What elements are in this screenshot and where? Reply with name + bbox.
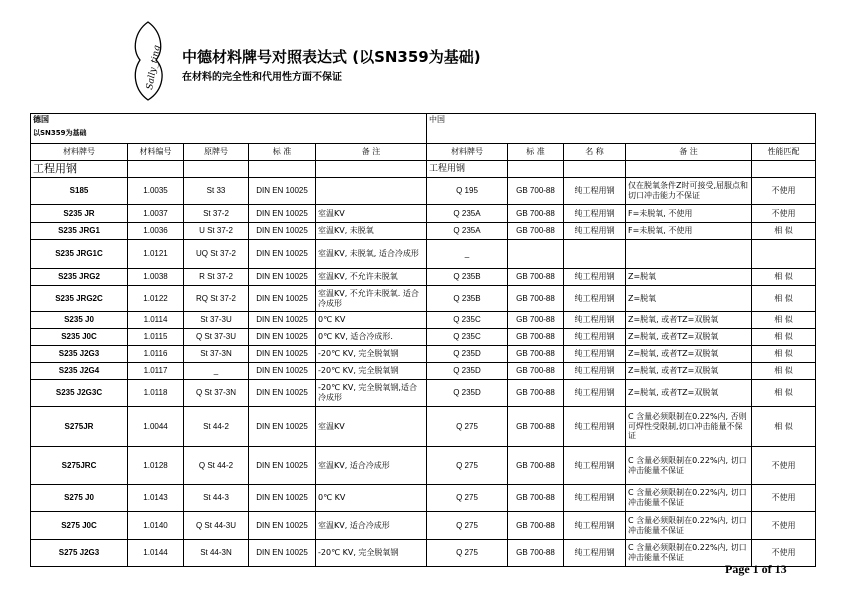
remark-de: 室温KV, 适合冷成形 xyxy=(316,447,427,485)
performance-match: 不使用 xyxy=(752,178,816,205)
performance-match: 相 似 xyxy=(752,223,816,240)
old-grade: RQ St 37-2 xyxy=(184,286,249,312)
remark-cn: Z=脱氧, 或者TZ=双脱氧 xyxy=(626,312,752,329)
material-grade-de: S275JRC xyxy=(31,447,128,485)
performance-match: 不使用 xyxy=(752,485,816,512)
remark-de: 室温KV xyxy=(316,205,427,223)
remark-cn: C 含量必须限制在0.22%内, 切口冲击能量不保证 xyxy=(626,447,752,485)
material-number: 1.0144 xyxy=(128,540,184,567)
material-grade-cn: Q 235D xyxy=(427,363,508,380)
material-name-cn: 纯工程用钢 xyxy=(564,178,626,205)
material-grade-de: S275 J0C xyxy=(31,512,128,540)
old-grade: UQ St 37-2 xyxy=(184,240,249,269)
material-name-cn: 纯工程用钢 xyxy=(564,329,626,346)
material-grade-de: S275JR xyxy=(31,407,128,447)
standard-cn: GB 700-88 xyxy=(508,205,564,223)
standard-cn: GB 700-88 xyxy=(508,407,564,447)
material-number: 1.0143 xyxy=(128,485,184,512)
germany-cell xyxy=(31,114,427,144)
table-row xyxy=(31,240,816,269)
material-grade-cn: Q 235D xyxy=(427,346,508,363)
material-grade-de: S235 J2G3C xyxy=(31,380,128,407)
material-name-cn: 纯工程用钢 xyxy=(564,407,626,447)
material-number: 1.0036 xyxy=(128,223,184,240)
standard-de: DIN EN 10025 xyxy=(249,346,316,363)
material-grade-cn: Q 275 xyxy=(427,407,508,447)
performance-match: 相 似 xyxy=(752,380,816,407)
standard-de: DIN EN 10025 xyxy=(249,485,316,512)
table-row xyxy=(31,312,816,329)
remark-de: 0℃ KV, 适合冷成形. xyxy=(316,329,427,346)
material-number: 1.0140 xyxy=(128,512,184,540)
old-grade: St 37-3N xyxy=(184,346,249,363)
standard-cn: GB 700-88 xyxy=(508,512,564,540)
table-row xyxy=(31,346,816,363)
remark-de: 0℃ KV xyxy=(316,485,427,512)
material-name-cn: 纯工程用钢 xyxy=(564,447,626,485)
material-grade-de: S235 J2G3 xyxy=(31,346,128,363)
table-row xyxy=(31,329,816,346)
material-grade-cn: Q 235B xyxy=(427,286,508,312)
material-name-cn: 纯工程用钢 xyxy=(564,223,626,240)
material-number: 1.0037 xyxy=(128,205,184,223)
section-label-cn: 工程用钢 xyxy=(427,161,508,178)
old-grade: Q St 37-3N xyxy=(184,380,249,407)
performance-match xyxy=(752,240,816,269)
remark-cn: F=未脱氧, 不使用 xyxy=(626,205,752,223)
standard-cn: GB 700-88 xyxy=(508,346,564,363)
china-label: 中国 xyxy=(427,114,816,144)
material-number: 1.0044 xyxy=(128,407,184,447)
remark-de: 室温KV, 未脱氧, 适合冷成形 xyxy=(316,240,427,269)
standard-de: DIN EN 10025 xyxy=(249,447,316,485)
standard-de: DIN EN 10025 xyxy=(249,380,316,407)
col-header: 材料牌号 xyxy=(427,144,508,161)
standard-cn: GB 700-88 xyxy=(508,286,564,312)
performance-match: 相 似 xyxy=(752,269,816,286)
remark-cn: C 含量必须限制在0.22%内, 切口冲击能量不保证 xyxy=(626,485,752,512)
material-name-cn: 纯工程用钢 xyxy=(564,312,626,329)
standard-cn: GB 700-88 xyxy=(508,363,564,380)
material-grade-cn: Q 235C xyxy=(427,312,508,329)
material-name-cn: 纯工程用钢 xyxy=(564,269,626,286)
performance-match: 不使用 xyxy=(752,540,816,567)
table-row xyxy=(31,447,816,485)
remark-de: 室温KV xyxy=(316,407,427,447)
table-row xyxy=(31,178,816,205)
material-name-cn: 纯工程用钢 xyxy=(564,540,626,567)
material-grade-cn: Q 235C xyxy=(427,329,508,346)
logo-text: Sally_ting xyxy=(145,44,163,91)
standard-de: DIN EN 10025 xyxy=(249,540,316,567)
performance-match: 不使用 xyxy=(752,512,816,540)
material-grade-cn: Q 275 xyxy=(427,447,508,485)
remark-de: -20℃ KV, 完全脱氧钢 xyxy=(316,363,427,380)
col-header: 备 注 xyxy=(626,144,752,161)
material-number: 1.0116 xyxy=(128,346,184,363)
performance-match: 不使用 xyxy=(752,205,816,223)
table-row xyxy=(31,485,816,512)
col-header: 原牌号 xyxy=(184,144,249,161)
material-grade-cn: _ xyxy=(427,240,508,269)
remark-de: 0℃ KV xyxy=(316,312,427,329)
material-number: 1.0128 xyxy=(128,447,184,485)
old-grade: St 44-3 xyxy=(184,485,249,512)
standard-cn: GB 700-88 xyxy=(508,223,564,240)
remark-cn: F=未脱氧, 不使用 xyxy=(626,223,752,240)
old-grade: R St 37-2 xyxy=(184,269,249,286)
standard-de: DIN EN 10025 xyxy=(249,312,316,329)
remark-de: 室温KV, 不允许未脱氧. 适合冷成形 xyxy=(316,286,427,312)
material-grade-cn: Q 275 xyxy=(427,485,508,512)
material-number: 1.0118 xyxy=(128,380,184,407)
material-grade-cn: Q 235A xyxy=(427,205,508,223)
remark-de: 室温KV, 适合冷成形 xyxy=(316,512,427,540)
material-grade-de: S235 J0 xyxy=(31,312,128,329)
standard-de: DIN EN 10025 xyxy=(249,223,316,240)
old-grade: _ xyxy=(184,363,249,380)
page-number: Page 1 of 13 xyxy=(725,562,787,576)
column-header-row xyxy=(31,144,816,161)
material-grade-de: S235 JR xyxy=(31,205,128,223)
standard-cn: GB 700-88 xyxy=(508,178,564,205)
standard-de: DIN EN 10025 xyxy=(249,329,316,346)
standard-cn: GB 700-88 xyxy=(508,312,564,329)
remark-cn: C 含量必须限制在0.22%内, 切口冲击能量不保证 xyxy=(626,540,752,567)
remark-cn: Z=脱氧, 或者TZ=双脱氧 xyxy=(626,380,752,407)
performance-match: 相 似 xyxy=(752,312,816,329)
page-subtitle: 在材料的完全性和代用性方面不保证 xyxy=(182,72,342,83)
table-row xyxy=(31,205,816,223)
remark-de: -20℃ KV, 完全脱氧钢 xyxy=(316,346,427,363)
table-row xyxy=(31,286,816,312)
old-grade: St 33 xyxy=(184,178,249,205)
table-row xyxy=(31,269,816,286)
performance-match: 不使用 xyxy=(752,447,816,485)
material-name-cn: 纯工程用钢 xyxy=(564,346,626,363)
material-grade-cn: Q 195 xyxy=(427,178,508,205)
col-header: 标 准 xyxy=(508,144,564,161)
col-header: 性能匹配 xyxy=(752,144,816,161)
material-number: 1.0122 xyxy=(128,286,184,312)
old-grade: St 37-3U xyxy=(184,312,249,329)
table-row xyxy=(31,363,816,380)
material-number: 1.0117 xyxy=(128,363,184,380)
remark-de: 室温KV, 不允许未脱氧 xyxy=(316,269,427,286)
material-name-cn: 纯工程用钢 xyxy=(564,205,626,223)
standard-de: DIN EN 10025 xyxy=(249,407,316,447)
material-number: 1.0114 xyxy=(128,312,184,329)
material-grade-de: S235 JRG2 xyxy=(31,269,128,286)
col-header: 名 称 xyxy=(564,144,626,161)
standard-de: DIN EN 10025 xyxy=(249,363,316,380)
old-grade: St 37-2 xyxy=(184,205,249,223)
table-row xyxy=(31,540,816,567)
performance-match: 相 似 xyxy=(752,363,816,380)
material-grade-cn: Q 275 xyxy=(427,512,508,540)
country-row xyxy=(31,114,816,144)
material-grade-de: S235 JRG1 xyxy=(31,223,128,240)
table-row xyxy=(31,512,816,540)
standard-de: DIN EN 10025 xyxy=(249,205,316,223)
material-name-cn xyxy=(564,240,626,269)
remark-cn: C 含量必须限制在0.22%内, 切口冲击能量不保证 xyxy=(626,512,752,540)
material-grade-cn: Q 275 xyxy=(427,540,508,567)
material-name-cn: 纯工程用钢 xyxy=(564,485,626,512)
col-header: 材料编号 xyxy=(128,144,184,161)
performance-match: 相 似 xyxy=(752,329,816,346)
remark-cn xyxy=(626,240,752,269)
standard-cn xyxy=(508,240,564,269)
old-grade: St 44-3N xyxy=(184,540,249,567)
table-row xyxy=(31,380,816,407)
material-number: 1.0035 xyxy=(128,178,184,205)
sally-ting-logo xyxy=(128,20,168,102)
material-number: 1.0121 xyxy=(128,240,184,269)
material-grade-de: S275 J2G3 xyxy=(31,540,128,567)
standard-de: DIN EN 10025 xyxy=(249,240,316,269)
material-name-cn: 纯工程用钢 xyxy=(564,380,626,407)
remark-cn: Z=脱氧 xyxy=(626,286,752,312)
table-row xyxy=(31,407,816,447)
standard-cn: GB 700-88 xyxy=(508,269,564,286)
col-header: 标 准 xyxy=(249,144,316,161)
remark-cn: Z=脱氧, 或者TZ=双脱氧 xyxy=(626,346,752,363)
material-grade-de: S235 JRG2C xyxy=(31,286,128,312)
standard-cn: GB 700-88 xyxy=(508,540,564,567)
germany-label: 德国 xyxy=(33,115,49,124)
table-row xyxy=(31,223,816,240)
standard-cn: GB 700-88 xyxy=(508,329,564,346)
performance-match: 相 似 xyxy=(752,286,816,312)
old-grade: U St 37-2 xyxy=(184,223,249,240)
old-grade: Q St 44-3U xyxy=(184,512,249,540)
material-name-cn: 纯工程用钢 xyxy=(564,286,626,312)
material-comparison-table xyxy=(30,113,816,567)
germany-sub-label: 以SN359为基础 xyxy=(33,128,87,137)
col-header: 备 注 xyxy=(316,144,427,161)
remark-cn: Z=脱氧 xyxy=(626,269,752,286)
remark-cn: 仅在脱氧条件Z时可接受,屈服点和切口冲击能力不保证 xyxy=(626,178,752,205)
material-grade-cn: Q 235A xyxy=(427,223,508,240)
material-grade-cn: Q 235B xyxy=(427,269,508,286)
material-grade-de: S235 J0C xyxy=(31,329,128,346)
material-grade-de: S235 JRG1C xyxy=(31,240,128,269)
material-number: 1.0115 xyxy=(128,329,184,346)
remark-de xyxy=(316,178,427,205)
old-grade: St 44-2 xyxy=(184,407,249,447)
material-grade-de: S185 xyxy=(31,178,128,205)
performance-match: 相 似 xyxy=(752,346,816,363)
col-header: 材料牌号 xyxy=(31,144,128,161)
material-grade-cn: Q 235D xyxy=(427,380,508,407)
material-number: 1.0038 xyxy=(128,269,184,286)
remark-de: -20℃ KV, 完全脱氧钢 xyxy=(316,540,427,567)
standard-de: DIN EN 10025 xyxy=(249,512,316,540)
material-grade-de: S235 J2G4 xyxy=(31,363,128,380)
standard-cn: GB 700-88 xyxy=(508,447,564,485)
remark-de: -20℃ KV, 完全脱氧钢,适合冷成形 xyxy=(316,380,427,407)
page-title: 中德材料牌号对照表达式 (以SN359为基础) xyxy=(182,48,481,66)
material-name-cn: 纯工程用钢 xyxy=(564,512,626,540)
remark-cn: Z=脱氧, 或者TZ=双脱氧 xyxy=(626,363,752,380)
standard-de: DIN EN 10025 xyxy=(249,269,316,286)
remark-de: 室温KV, 未脱氧 xyxy=(316,223,427,240)
material-grade-de: S275 J0 xyxy=(31,485,128,512)
standard-de: DIN EN 10025 xyxy=(249,178,316,205)
standard-cn: GB 700-88 xyxy=(508,485,564,512)
standard-de: DIN EN 10025 xyxy=(249,286,316,312)
material-name-cn: 纯工程用钢 xyxy=(564,363,626,380)
section-row xyxy=(31,161,816,178)
remark-cn: Z=脱氧, 或者TZ=双脱氧 xyxy=(626,329,752,346)
old-grade: Q St 37-3U xyxy=(184,329,249,346)
old-grade: Q St 44-2 xyxy=(184,447,249,485)
section-label-de: 工程用钢 xyxy=(31,161,128,178)
performance-match: 相 似 xyxy=(752,407,816,447)
standard-cn: GB 700-88 xyxy=(508,380,564,407)
remark-cn: C 含量必须限制在0.22%内, 否则可焊性受限制,切口冲击能量不保证 xyxy=(626,407,752,447)
